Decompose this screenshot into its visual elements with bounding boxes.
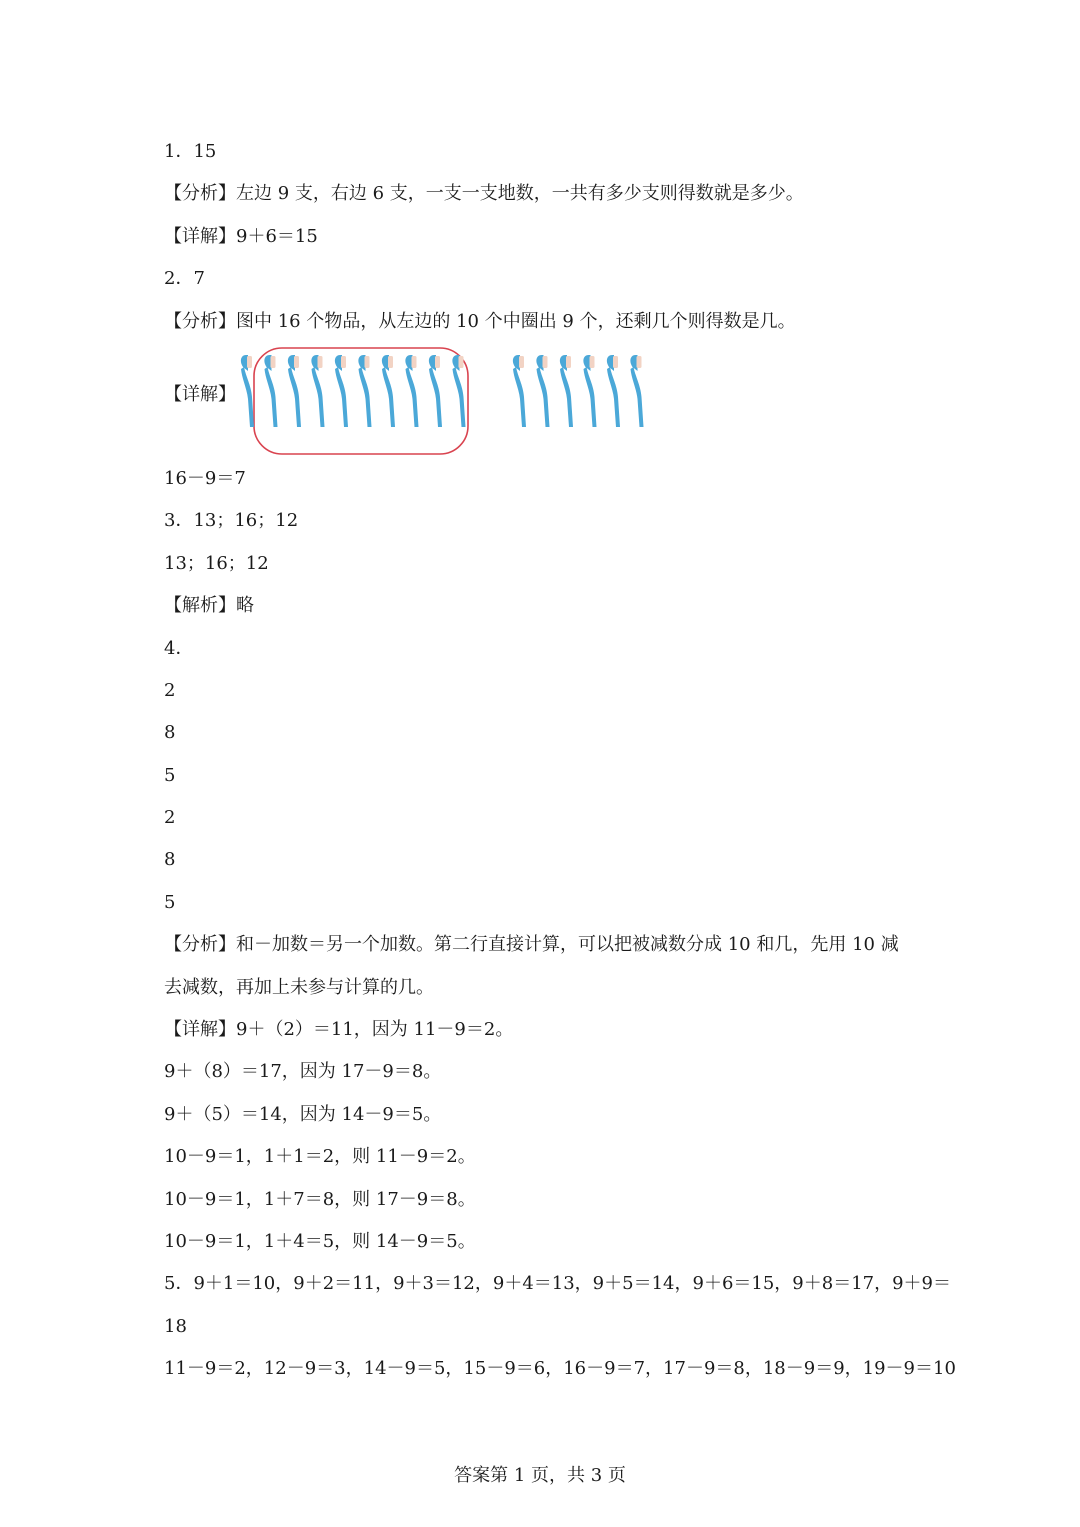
text-line: 【分析】左边 9 支，右边 6 支，一支一支地数，一共有多少支则得数就是多少。 [164,183,804,205]
page-footer: 答案第 1 页，共 3 页 [454,1465,626,1486]
toothbrush-icon [513,355,526,427]
text-line: 9＋（5）＝14，因为 14－9＝5。 [164,1103,442,1125]
detail-label: 【详解】 [164,383,236,405]
text-line: 8 [164,722,176,744]
toothbrush-icon [583,355,596,427]
toothbrush-icon [452,355,465,427]
text-line: 11－9＝2，12－9＝3，14－9＝5，15－9＝6，16－9＝7，17－9＝8，18－9＝9，19－9＝10 [164,1358,956,1380]
text-line: 【解析】略 [164,595,254,617]
text-line: 4． [164,637,194,659]
toothbrush-icon [607,355,620,427]
text-line: 2．7 [164,268,205,290]
toothbrush-illustration-row [164,345,924,458]
text-line: 2 [164,679,176,701]
text-line: 16－9＝7 [164,467,246,489]
text-line: 【分析】和－加数＝另一个加数。第二行直接计算，可以把被减数分成 10 和几，先用 10 减 [164,934,899,956]
text-line: 10－9＝1，1＋7＝8，则 17－9＝8。 [164,1188,476,1210]
text-line: 18 [164,1315,187,1337]
toothbrush-illustration [240,345,660,458]
text-line: 9＋（8）＝17，因为 17－9＝8。 [164,1061,442,1083]
text-line: 【分析】图中 16 个物品，从左边的 10 个中圈出 9 个，还剩几个则得数是几。 [164,310,796,332]
toothbrush-icon [560,355,573,427]
toothbrush-icon [288,355,301,427]
answer-content [164,131,956,1391]
toothbrush-icon [405,355,418,427]
toothbrush-icon [264,355,277,427]
text-line: 8 [164,849,176,871]
text-line: 10－9＝1，1＋4＝5，则 14－9＝5。 [164,1230,476,1252]
text-line: 去减数，再加上未参与计算的几。 [164,976,434,998]
toothbrush-icon [536,355,549,427]
text-line: 13；16；12 [164,552,269,574]
text-line: 1．15 [164,141,217,162]
text-line: 5．9＋1＝10，9＋2＝11，9＋3＝12，9＋4＝13，9＋5＝14，9＋6＝15，9＋8＝17，9＋9＝ [164,1273,952,1295]
text-line: 5 [164,891,176,913]
text-line: 2 [164,807,176,829]
toothbrush-icon [358,355,371,427]
toothbrush-icon [241,355,254,427]
toothbrush-icon [335,355,348,427]
text-line: 【详解】9＋6＝15 [164,225,318,247]
text-line: 5 [164,764,176,786]
text-line: 【详解】9＋（2）＝11，因为 11－9＝2。 [164,1019,514,1041]
toothbrush-icon [382,355,395,427]
text-line: 10－9＝1，1＋1＝2，则 11－9＝2。 [164,1146,476,1168]
toothbrush-icon [311,355,324,427]
toothbrush-icon [429,355,442,427]
text-line: 3．13；16；12 [164,510,299,532]
toothbrush-icon [630,355,643,427]
